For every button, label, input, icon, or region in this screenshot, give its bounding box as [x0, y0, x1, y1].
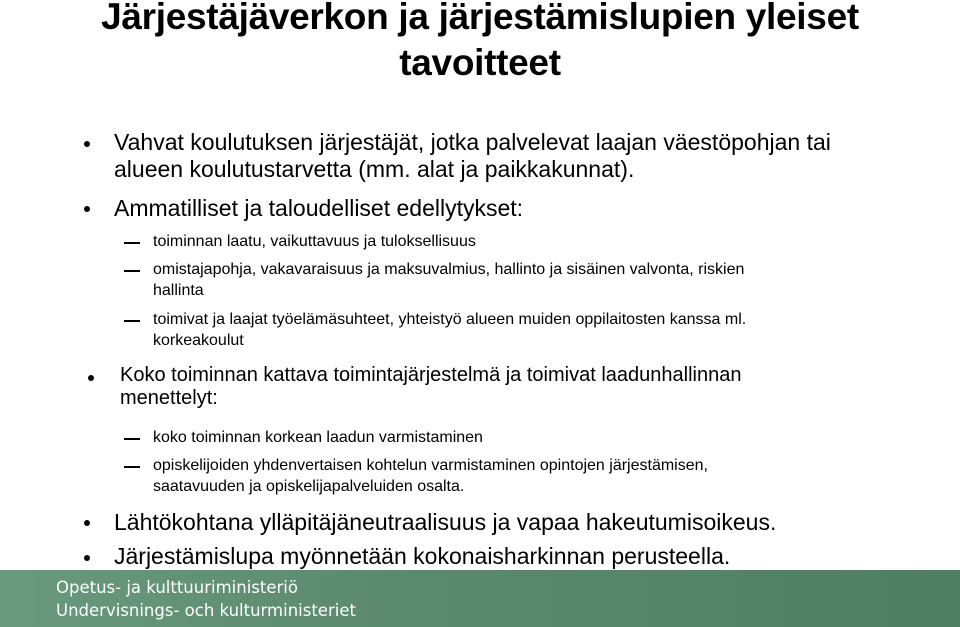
slide-title-line1: Järjestäjäverkon ja järjestämislupien yleiset	[101, 0, 859, 37]
sub-item-2-2-line2: saatavuuden ja opiskelijapalveluiden osalta.	[153, 478, 465, 495]
bullet-item-5-text: Järjestämislupa myönnetään kokonaisharkinnan perusteella.	[114, 543, 731, 569]
sub-item-1-1	[153, 231, 943, 252]
bullet-marker	[84, 141, 90, 147]
sub-item-1-2	[153, 259, 943, 301]
sub-item-1-3	[153, 309, 943, 351]
bullet-item-1-line1: Vahvat koulutuksen järjestäjät, jotka palvelevat laajan väestöpohjan tai	[114, 129, 831, 155]
ministry-footer	[0, 570, 960, 627]
sub-item-dash	[124, 270, 140, 272]
bullet-item-1-line2: alueen koulutustarvetta (mm. alat ja paikkakunnat).	[114, 156, 635, 182]
bullet-item-2-text: Ammatilliset ja taloudelliset edellytykset:	[114, 195, 524, 221]
bullet-marker	[88, 375, 94, 381]
sub-item-2-2-line1: opiskelijoiden yhdenvertaisen kohtelun varmistaminen opintojen järjestämisen,	[153, 457, 708, 474]
sub-item-1-3-line2: korkeakoulut	[153, 332, 244, 349]
sub-item-1-2-line1: omistajapohja, vakavaraisuus ja maksuvalmius, hallinto ja sisäinen valvonta, riskien	[153, 261, 745, 278]
bullet-item-4-text: Lähtökohtana ylläpitäjäneutraalisuus ja vapaa hakeutumisoikeus.	[114, 509, 777, 535]
sub-item-dash	[124, 320, 140, 322]
bullet-item-3-line2: menettelyt:	[120, 387, 218, 409]
slide-title-line2: tavoitteet	[399, 42, 561, 83]
sub-item-dash	[124, 438, 140, 440]
bullet-item-1	[114, 129, 944, 183]
bullet-item-2	[114, 195, 944, 222]
sub-item-2-1-text: koko toiminnan korkean laadun varmistaminen	[153, 429, 483, 446]
sub-item-1-1-text: toiminnan laatu, vaikuttavuus ja tuloksellisuus	[153, 233, 476, 250]
bullet-marker	[84, 206, 90, 212]
bullet-marker	[84, 555, 90, 561]
ministry-name-fi: Opetus- ja kulttuuriministeriö	[56, 578, 298, 597]
sub-item-2-1	[153, 427, 943, 448]
sub-item-dash	[124, 466, 140, 468]
sub-item-1-3-line1: toimivat ja laajat työelämäsuhteet, yhteistyö alueen muiden oppilaitosten kanssa ml.	[153, 311, 747, 328]
ministry-name-sv: Undervisnings- och kulturministeriet	[56, 601, 356, 620]
bullet-item-3	[120, 364, 940, 410]
bullet-marker	[84, 520, 90, 526]
sub-item-dash	[124, 242, 140, 244]
bullet-item-3-line1: Koko toiminnan kattava toimintajärjestelmä ja toimivat laadunhallinnan	[120, 364, 742, 386]
bullet-item-4	[114, 509, 944, 536]
sub-item-1-2-line2: hallinta	[153, 282, 204, 299]
bullet-item-5	[114, 543, 944, 570]
sub-item-2-2	[153, 455, 943, 497]
